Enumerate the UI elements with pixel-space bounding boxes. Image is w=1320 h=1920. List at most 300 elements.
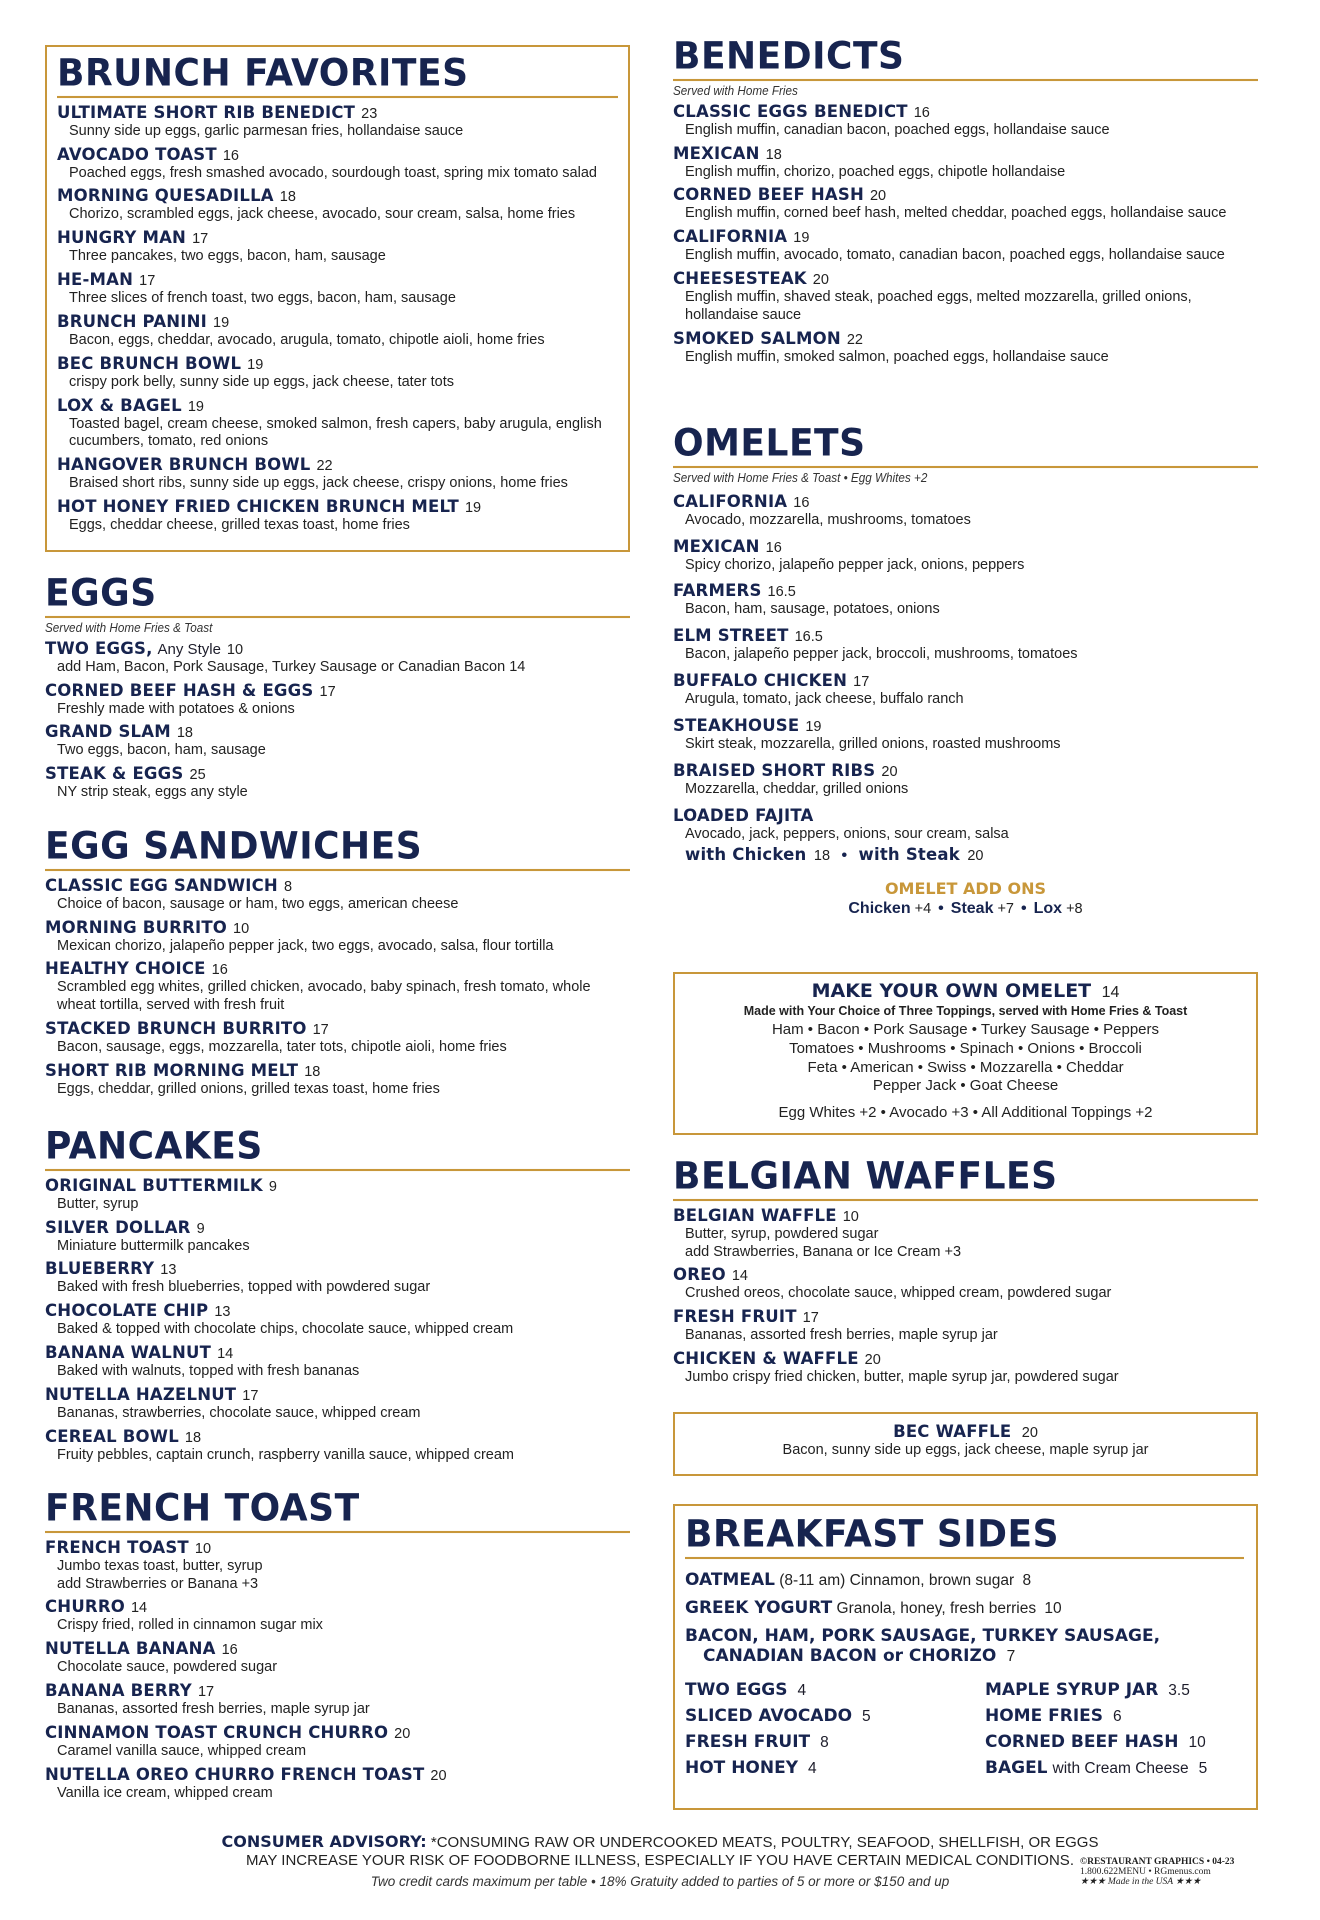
menu-item-header [57, 145, 618, 165]
menu-item-price: 20 [864, 1352, 881, 1369]
menu-item [673, 269, 1258, 325]
side-meats [685, 1626, 1244, 1666]
printer-credit [1080, 1858, 1234, 1888]
menu-item-desc: Three pancakes, two eggs, bacon, ham, sausage [69, 248, 386, 265]
menu-item-desc: Butter, syrup [57, 1195, 139, 1212]
myo-title: MAKE YOUR OWN OMELET [811, 980, 1092, 1002]
menu-list [57, 103, 618, 535]
menu-item-header [45, 876, 630, 896]
egg-sandwiches-section [45, 824, 630, 1099]
menu-item-price: 18 [184, 1429, 202, 1446]
menu-item-header [673, 492, 1258, 512]
omelets-section [673, 421, 1258, 918]
side-price: 7 [1006, 1647, 1016, 1665]
menu-item-desc: Toasted bagel, cream cheese, smoked salmon, fresh capers, baby arugula, english cucumbers, tomato, red onions [69, 415, 602, 450]
fajita-steak-label: with Steak [858, 845, 960, 865]
brunch-favorites-section [45, 45, 630, 552]
menu-item-desc: Jumbo crispy fried chicken, butter, maple syrup jar, powdered sugar [685, 1369, 1119, 1386]
side-name: CORNED BEEF HASH [985, 1731, 1179, 1752]
menu-item-desc: Vanilla ice cream, whipped cream [57, 1784, 273, 1801]
menu-item-price: 10 [842, 1208, 859, 1225]
menu-item-desc: add Ham, Bacon, Pork Sausage, Turkey Sausage or Canadian Bacon 14 [57, 658, 526, 675]
menu-list [45, 1538, 630, 1803]
menu-item-price: 10 [226, 641, 244, 658]
menu-item-desc: Bananas, assorted fresh berries, maple syrup jar [685, 1327, 998, 1344]
menu-item-price: 22 [846, 331, 863, 348]
menu-list [673, 492, 1258, 844]
menu-item [45, 1765, 630, 1803]
menu-item-price: 19 [805, 718, 822, 735]
menu-item [45, 1259, 630, 1297]
menu-item [57, 186, 618, 224]
section-title: BRUNCH FAVORITES [57, 54, 618, 98]
menu-item-name: TWO EGGS, [45, 638, 153, 658]
menu-item-name: NUTELLA BANANA [45, 1639, 216, 1659]
menu-item-header [673, 626, 1258, 646]
menu-item [45, 1385, 630, 1423]
benedicts-section [673, 34, 1258, 367]
bec-waffle-box [673, 1412, 1258, 1476]
menu-item-header [673, 227, 1258, 247]
menu-item-price: 23 [361, 105, 378, 122]
menu-item-name: SHORT RIB MORNING MELT [45, 1060, 299, 1080]
menu-item-desc: Skirt steak, mozzarella, grilled onions, roasted mushrooms [685, 735, 1061, 752]
menu-item-desc: Avocado, jack, peppers, onions, sour cream, salsa [685, 825, 1009, 842]
side-name: GREEK YOGURT [685, 1597, 833, 1618]
menu-item-price: 16 [221, 1642, 238, 1659]
menu-item-price: 14 [731, 1268, 748, 1285]
separator-dot: • [841, 847, 848, 865]
menu-item-price: 25 [189, 767, 206, 784]
menu-item-desc: Eggs, cheddar, grilled onions, grilled texas toast, home fries [57, 1080, 440, 1097]
menu-item-desc: Scrambled egg whites, grilled chicken, avocado, baby spinach, fresh tomato, whole wheat tortilla, served with fresh fruit [57, 979, 591, 1014]
menu-item-price: 20 [881, 763, 898, 780]
side-price: 8 [820, 1733, 829, 1751]
menu-item-header [57, 103, 618, 123]
menu-item-desc: Spicy chorizo, jalapeño pepper jack, onions, peppers [685, 556, 1025, 573]
menu-item-header [45, 1639, 630, 1659]
menu-item-desc: Poached eggs, fresh smashed avocado, sourdough toast, spring mix tomato salad [69, 164, 597, 181]
menu-item-name: CEREAL BOWL [45, 1426, 179, 1446]
menu-item-price: 22 [316, 458, 333, 475]
menu-item-name: BRUNCH PANINI [57, 311, 207, 331]
menu-item-desc: Butter, syrup, powdered sugar [685, 1225, 879, 1242]
menu-item-name: NUTELLA HAZELNUT [45, 1384, 237, 1404]
menu-item-name: FRESH FRUIT [673, 1307, 797, 1327]
menu-item-header [45, 1343, 630, 1363]
menu-item [45, 1218, 630, 1256]
menu-item [45, 1597, 630, 1635]
addon-name: Steak [950, 900, 994, 918]
menu-item [673, 671, 1258, 709]
toppings-line: Ham • Bacon • Pork Sausage • Turkey Sausage • Peppers [771, 1021, 1160, 1038]
menu-item-name: BANANA WALNUT [45, 1343, 212, 1363]
side-name: FRESH FRUIT [685, 1731, 811, 1752]
menu-item-price: 10 [233, 920, 250, 937]
menu-item-name: BANANA BERRY [45, 1681, 192, 1701]
menu-item-extra: add Strawberries, Banana or Ice Cream +3 [685, 1243, 962, 1260]
menu-item-name: AVOCADO TOAST [57, 144, 217, 164]
menu-item-name: CORNED BEEF HASH & EGGS [45, 680, 314, 700]
menu-item-price: 16 [211, 962, 228, 979]
menu-item-price: 20 [869, 188, 887, 205]
menu-item-desc: Baked & topped with chocolate chips, chocolate sauce, whipped cream [57, 1321, 514, 1338]
menu-item [673, 144, 1258, 182]
side-name: TWO EGGS [685, 1679, 788, 1700]
menu-item [57, 270, 618, 308]
menu-item-header [673, 1307, 1258, 1327]
menu-item [57, 354, 618, 392]
belgian-waffles-section [673, 1154, 1258, 1387]
menu-item-price: 17 [192, 231, 209, 248]
menu-item [673, 329, 1258, 367]
menu-item-price: 20 [812, 272, 829, 289]
menu-item-price: 9 [268, 1178, 277, 1195]
menu-item-header [673, 185, 1258, 205]
menu-item-price: 16.5 [794, 629, 823, 646]
menu-item-price: 17 [312, 1022, 329, 1039]
menu-item-desc: Two eggs, bacon, ham, sausage [57, 742, 266, 759]
menu-item-header [57, 270, 618, 290]
menu-item-price: 8 [283, 878, 293, 895]
menu-item [673, 492, 1258, 530]
menu-item-price: 19 [213, 314, 230, 331]
menu-item [45, 639, 630, 677]
menu-item-header [45, 722, 630, 742]
menu-item-name: CHURRO [45, 1597, 125, 1617]
menu-item-name: MORNING QUESADILLA [57, 186, 274, 206]
menu-item [57, 103, 618, 141]
menu-item [45, 1427, 630, 1465]
menu-item [57, 228, 618, 266]
fajita-chicken-price: 18 [813, 848, 831, 865]
section-title: EGGS [45, 574, 630, 618]
menu-item-name: HANGOVER BRUNCH BOWL [57, 455, 311, 475]
menu-item-header [673, 269, 1258, 289]
menu-item-header [57, 186, 618, 206]
menu-item [57, 145, 618, 183]
menu-item-name: FARMERS [673, 581, 762, 601]
menu-item-header [673, 806, 1258, 826]
side-price: 10 [1188, 1733, 1206, 1751]
menu-item-header [673, 1349, 1258, 1369]
menu-item-desc: English muffin, shaved steak, poached eggs, melted mozzarella, grilled onions, hollandaise sauce [685, 289, 1192, 323]
printer-line1: ©RESTAURANT GRAPHICS • 04-23 [1080, 1857, 1235, 1867]
make-your-own-omelet-box [673, 972, 1258, 1135]
menu-item-price: 13 [214, 1304, 231, 1321]
menu-item [45, 1176, 630, 1214]
menu-item-price: 17 [197, 1684, 215, 1701]
menu-item [673, 227, 1258, 265]
menu-item [673, 761, 1258, 799]
fajita-chicken-label: with Chicken [685, 845, 807, 865]
eggs-section [45, 571, 630, 802]
side-price: 3.5 [1168, 1681, 1190, 1699]
side-name: OATMEAL [685, 1569, 775, 1590]
side-price: 5 [862, 1707, 871, 1725]
menu-item-price: 10 [194, 1540, 212, 1557]
menu-item-price: 17 [139, 273, 156, 290]
side-price: 4 [797, 1681, 807, 1699]
menu-item-name: CALIFORNIA [673, 227, 788, 247]
menu-item-name: BUFFALO CHICKEN [673, 671, 848, 691]
menu-item-header [45, 1176, 630, 1196]
toppings-line: Feta • American • Swiss • Mozzarella • Cheddar [807, 1058, 1124, 1076]
menu-item-desc: crispy pork belly, sunny side up eggs, jack cheese, tater tots [69, 373, 454, 390]
menu-item-price: 13 [160, 1262, 177, 1279]
side-desc: with Cream Cheese [1052, 1759, 1189, 1777]
menu-item-name: CLASSIC EGGS BENEDICT [673, 101, 908, 121]
menu-item-name: NUTELLA OREO CHURRO FRENCH TOAST [45, 1764, 425, 1784]
menu-item-name: FRENCH TOAST [45, 1537, 189, 1557]
menu-item-name: CALIFORNIA [673, 491, 788, 511]
side-name: SLICED AVOCADO [685, 1705, 853, 1726]
menu-item-name: LOADED FAJITA [673, 805, 814, 825]
menu-item-price: 18 [176, 725, 193, 742]
menu-item [45, 876, 630, 914]
menu-item-name: MEXICAN [673, 536, 760, 556]
side-item [685, 1706, 985, 1726]
side-oatmeal [685, 1570, 1244, 1590]
menu-item-header [57, 354, 618, 374]
menu-item-header [45, 959, 630, 979]
menu-item-desc: Crushed oreos, chocolate sauce, whipped cream, powdered sugar [685, 1285, 1112, 1302]
menu-item-header [45, 1427, 630, 1447]
menu-item-name: CHOCOLATE CHIP [45, 1301, 209, 1321]
menu-item [45, 722, 630, 760]
menu-item-name: STACKED BRUNCH BURRITO [45, 1019, 307, 1039]
menu-item-price: 17 [242, 1387, 259, 1404]
menu-item-header [673, 1206, 1258, 1226]
side-name: BAGEL [985, 1757, 1048, 1778]
myo-subtitle: Made with Your Choice of Three Toppings, served with Home Fries & Toast [743, 1004, 1188, 1018]
side-desc: Cinnamon, brown sugar [849, 1571, 1015, 1589]
myo-price: 14 [1101, 984, 1120, 1001]
menu-item [57, 396, 618, 452]
side-item [985, 1758, 1244, 1778]
menu-item [45, 1061, 630, 1099]
menu-item-header [673, 761, 1258, 781]
menu-item-name: LOX & BAGEL [57, 395, 182, 415]
menu-item-name: MEXICAN [673, 143, 760, 163]
menu-item-desc: Mexican chorizo, jalapeño pepper jack, two eggs, avocado, salsa, flour tortilla [57, 937, 554, 954]
menu-item-name: ULTIMATE SHORT RIB BENEDICT [57, 102, 356, 122]
menu-item [673, 1307, 1258, 1345]
menu-item-name: STEAKHOUSE [673, 715, 800, 735]
menu-item-name: CINNAMON TOAST CRUNCH CHURRO [45, 1722, 389, 1742]
menu-item-header [45, 681, 630, 701]
addon-price: +7 [997, 901, 1015, 918]
menu-item [673, 1206, 1258, 1262]
side-name: MAPLE SYRUP JAR [985, 1679, 1159, 1700]
menu-item [45, 1019, 630, 1057]
addon-price: +4 [914, 901, 932, 918]
menu-item-price: 18 [279, 189, 296, 206]
menu-item-price: 20 [394, 1725, 411, 1742]
menu-item-desc: Crispy fried, rolled in cinnamon sugar mix [57, 1617, 323, 1634]
section-subtitle: Served with Home Fries & Toast • Egg Whites +2 [673, 469, 928, 485]
menu-item [45, 1301, 630, 1339]
menu-item-desc: Baked with fresh blueberries, topped with powdered sugar [57, 1279, 431, 1296]
menu-item-price: 17 [802, 1310, 819, 1327]
pancakes-section [45, 1124, 630, 1465]
menu-item-name: BELGIAN WAFFLE [673, 1205, 837, 1225]
toppings-line: Pepper Jack • Goat Cheese [872, 1077, 1059, 1095]
menu-list [45, 876, 630, 1099]
fajita-steak-price: 20 [967, 848, 984, 865]
addons-list [673, 900, 1258, 918]
menu-item-price: 16 [913, 104, 930, 121]
side-item [685, 1758, 985, 1778]
printer-line2: 1.800.622MENU • RGmenus.com [1080, 1866, 1211, 1877]
side-name: HOME FRIES [985, 1705, 1104, 1726]
menu-item-desc: Three slices of french toast, two eggs, bacon, ham, sausage [69, 290, 456, 307]
menu-item-desc: Mozzarella, cheddar, grilled onions [685, 780, 909, 797]
menu-item-price: 14 [130, 1600, 148, 1617]
menu-item-header [45, 1061, 630, 1081]
menu-item-header [57, 497, 618, 517]
menu-item-desc: Jumbo texas toast, butter, syrup [57, 1557, 263, 1574]
toppings-line: Tomatoes • Mushrooms • Spinach • Onions • Broccoli [789, 1039, 1142, 1057]
menu-item-desc: English muffin, chorizo, poached eggs, chipotle hollandaise [685, 163, 1066, 180]
bec-waffle-price: 20 [1021, 1425, 1038, 1441]
menu-item-header [673, 716, 1258, 736]
section-title: EGG SANDWICHES [45, 827, 630, 871]
menu-item-desc: Bacon, sausage, eggs, mozzarella, tater tots, chipotle aioli, home fries [57, 1039, 507, 1056]
menu-item-name: SILVER DOLLAR [45, 1217, 191, 1237]
menu-item-name: CLASSIC EGG SANDWICH [45, 875, 278, 895]
menu-item [673, 806, 1258, 844]
menu-item [673, 1349, 1258, 1387]
menu-item-desc: Arugula, tomato, jack cheese, buffalo ranch [685, 691, 964, 708]
menu-item [57, 497, 618, 535]
menu-list [673, 1206, 1258, 1387]
menu-item-header [673, 537, 1258, 557]
menu-item-header [45, 1259, 630, 1279]
menu-item-desc: Eggs, cheddar cheese, grilled texas toast, home fries [69, 517, 410, 534]
menu-item [45, 1723, 630, 1761]
menu-item-desc: NY strip steak, eggs any style [57, 784, 248, 801]
menu-item-price: 20 [430, 1767, 447, 1784]
fajita-options [673, 845, 1258, 865]
addons-title: OMELET ADD ONS [884, 879, 1047, 899]
side-price: 6 [1113, 1707, 1122, 1725]
menu-item-name: STEAK & EGGS [45, 764, 184, 784]
menu-item-header [45, 1301, 630, 1321]
menu-item-header [45, 918, 630, 938]
menu-item [673, 716, 1258, 754]
menu-item-name: HUNGRY MAN [57, 228, 187, 248]
side-desc: Granola, honey, fresh berries [836, 1599, 1037, 1617]
menu-item [673, 185, 1258, 223]
menu-item-header [673, 144, 1258, 164]
menu-item-header [45, 1538, 630, 1558]
section-title: OMELETS [673, 424, 1258, 468]
menu-item [673, 102, 1258, 140]
menu-item-header [45, 1681, 630, 1701]
menu-item-desc: Bacon, ham, sausage, potatoes, onions [685, 601, 940, 618]
section-subtitle: Served with Home Fries [673, 82, 798, 98]
menu-item-name: HE-MAN [57, 270, 134, 290]
menu-item-header [45, 1723, 630, 1743]
side-meats-line2: CANADIAN BACON or CHORIZO [703, 1645, 997, 1666]
menu-item-header [673, 329, 1258, 349]
section-title: BREAKFAST SIDES [685, 1515, 1244, 1559]
section-title: BENEDICTS [673, 37, 1258, 81]
menu-item-price: 16 [222, 147, 239, 164]
menu-item [45, 1343, 630, 1381]
menu-item [45, 1681, 630, 1719]
menu-item-price: 18 [765, 146, 782, 163]
menu-item-header [45, 639, 630, 659]
bec-waffle-name: BEC WAFFLE [893, 1422, 1012, 1441]
menu-item [673, 626, 1258, 664]
side-note: (8-11 am) [779, 1571, 846, 1589]
menu-item-desc: Fruity pebbles, captain crunch, raspberry vanilla sauce, whipped cream [57, 1446, 514, 1463]
section-title: FRENCH TOAST [45, 1489, 630, 1533]
menu-item-desc: Bananas, strawberries, chocolate sauce, whipped cream [57, 1404, 421, 1421]
side-meats-line2-wrap [685, 1646, 1244, 1666]
menu-item-extra: add Strawberries or Banana +3 [57, 1575, 259, 1592]
side-price: 5 [1198, 1759, 1208, 1777]
menu-item [45, 1639, 630, 1677]
myo-toppings [683, 1021, 1248, 1096]
menu-item-header [57, 228, 618, 248]
menu-item-desc: English muffin, canadian bacon, poached eggs, hollandaise sauce [685, 121, 1110, 138]
addon-name: Chicken [848, 900, 911, 918]
menu-item-price: 19 [464, 500, 482, 517]
menu-item-desc: Caramel vanilla sauce, whipped cream [57, 1742, 307, 1759]
side-price: 8 [1022, 1571, 1032, 1589]
side-price: 10 [1044, 1599, 1062, 1617]
menu-item-name: BLUEBERRY [45, 1259, 155, 1279]
section-subtitle: Served with Home Fries & Toast [45, 619, 213, 635]
menu-item-desc: English muffin, corned beef hash, melted cheddar, poached eggs, hollandaise sauce [685, 205, 1227, 222]
menu-item-name: CORNED BEEF HASH [673, 185, 864, 205]
menu-item-header [673, 1265, 1258, 1285]
section-title: PANCAKES [45, 1127, 630, 1171]
menu-item-price: 17 [853, 674, 870, 691]
menu-item-desc: English muffin, avocado, tomato, canadian bacon, poached eggs, hollandaise sauce [685, 247, 1225, 264]
menu-item-price: 14 [217, 1346, 234, 1363]
menu-item-header [45, 1385, 630, 1405]
menu-item-header [57, 455, 618, 475]
menu-item-price: 18 [304, 1063, 321, 1080]
menu-item [45, 959, 630, 1015]
side-name: HOT HONEY [685, 1757, 799, 1778]
menu-item-header [57, 312, 618, 332]
menu-item-name: ORIGINAL BUTTERMILK [45, 1175, 263, 1195]
menu-item-desc: Freshly made with potatoes & onions [57, 700, 295, 717]
menu-item [673, 1265, 1258, 1303]
menu-item-name: CHICKEN & WAFFLE [673, 1349, 859, 1369]
side-yogurt [685, 1598, 1244, 1618]
menu-item-price: 16 [793, 494, 810, 511]
menu-item-header [673, 581, 1258, 601]
menu-item-header [673, 671, 1258, 691]
addon-price: +8 [1066, 901, 1083, 918]
menu-item-desc: Baked with walnuts, topped with fresh bananas [57, 1363, 360, 1380]
menu-item [45, 681, 630, 719]
menu-item-desc: Chorizo, scrambled eggs, jack cheese, avocado, sour cream, salsa, home fries [69, 206, 576, 223]
side-item [985, 1706, 1244, 1726]
french-toast-section [45, 1486, 630, 1803]
separator-dot: • [938, 900, 944, 918]
menu-item-desc: Choice of bacon, sausage or ham, two eggs, american cheese [57, 895, 459, 912]
side-item [985, 1680, 1244, 1700]
menu-item-name: HOT HONEY FRIED CHICKEN BRUNCH MELT [57, 497, 459, 517]
menu-item-price: 16 [765, 539, 782, 556]
